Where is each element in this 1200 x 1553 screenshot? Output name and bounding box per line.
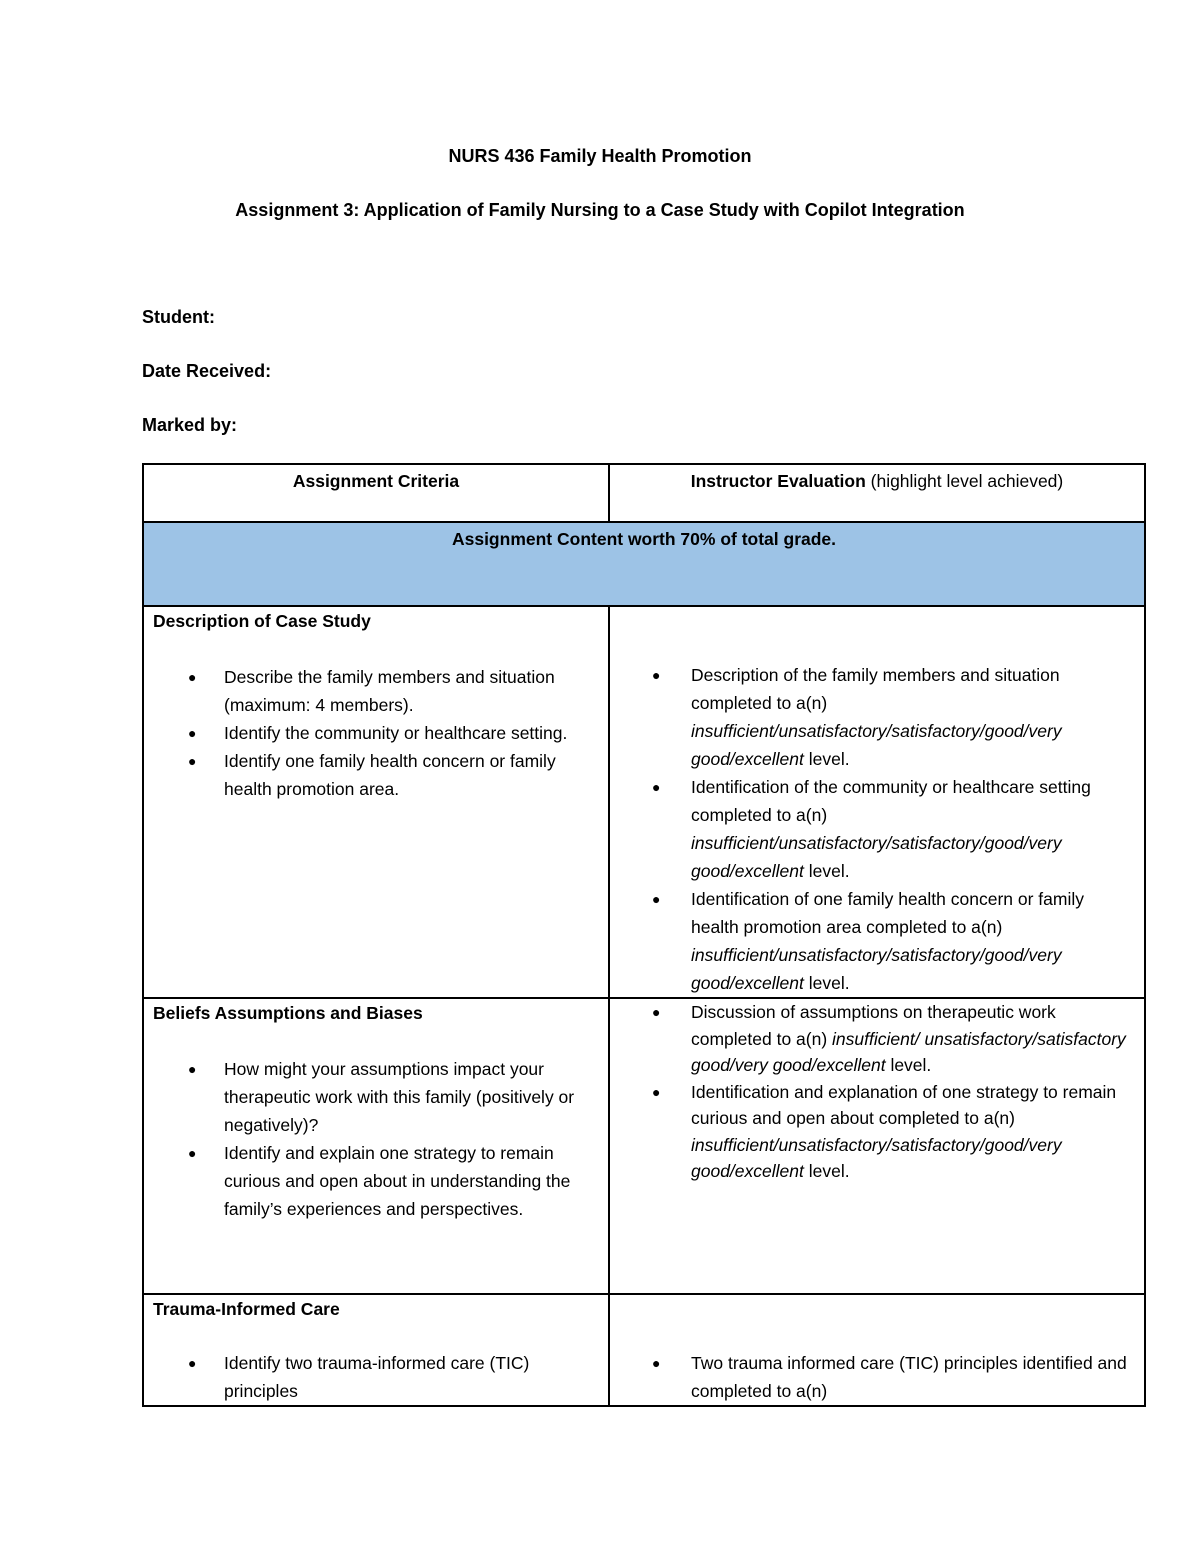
criteria-cell — [143, 606, 609, 998]
criteria-header — [143, 464, 609, 522]
bullet-icon: ● — [188, 1061, 197, 1077]
list-item: ● Identification of one family health concern or family health promotion area completed to a(n) insufficient/unsatisfactory/satisfactory/good/very good/excellent level. — [610, 885, 1136, 997]
list-item: ● Identification and explanation of one strategy to remain curious and open about completed to a(n) insufficient/unsatisfactory/satisfactory/good/very good/excellent level. — [610, 1079, 1136, 1185]
evaluation-cell — [609, 998, 1145, 1294]
bullet-icon: ● — [652, 891, 661, 907]
criteria-cell — [143, 1294, 609, 1406]
list-item: ● How might your assumptions impact your therapeutic work with this family (positively or negatively)? — [153, 1055, 598, 1139]
bullet-icon: ● — [652, 1083, 661, 1100]
list-item: ● Identify two trauma-informed care (TIC) principles — [153, 1349, 598, 1405]
bullet-icon: ● — [188, 1355, 197, 1371]
student-label: Student: — [142, 307, 215, 327]
list-item: ● Description of the family members and situation completed to a(n) insufficient/unsatisfactory/satisfactory/good/very good/excellent level. — [610, 661, 1136, 773]
criteria-cell — [143, 998, 609, 1294]
evaluation-header-label: Instructor Evaluation — [690, 471, 866, 491]
list-item: ● Discussion of assumptions on therapeutic work completed to a(n) insufficient/ unsatisfactory/satisfactory good/very good/excellent level. — [610, 999, 1136, 1079]
section-title: Beliefs Assumptions and Biases — [153, 1003, 423, 1023]
criteria-list — [153, 1055, 598, 1223]
content-weight-band — [143, 522, 1145, 606]
bullet-icon: ● — [188, 753, 197, 769]
content-band-row — [143, 522, 1145, 606]
bullet-icon: ● — [188, 1145, 197, 1161]
evaluation-list — [610, 1349, 1136, 1405]
bullet-icon: ● — [652, 779, 661, 795]
evaluation-list — [610, 999, 1136, 1185]
list-item: ● Two trauma informed care (TIC) principles identified and completed to a(n) — [610, 1349, 1136, 1405]
evaluation-cell — [609, 606, 1145, 998]
criteria-list — [153, 663, 598, 803]
evaluation-cell — [609, 1294, 1145, 1406]
assignment-title: Assignment 3: Application of Family Nursing to a Case Study with Copilot Integration — [235, 200, 965, 220]
evaluation-header — [609, 464, 1145, 522]
bullet-icon: ● — [652, 1004, 661, 1020]
criteria-list — [153, 1349, 598, 1405]
evaluation-header-note: (highlight level achieved) — [865, 471, 1064, 491]
table-row — [143, 1294, 1145, 1406]
marked-by-label: Marked by: — [142, 415, 238, 435]
list-item: ● Identify the community or healthcare setting. — [153, 719, 598, 747]
list-item: ● Identify and explain one strategy to remain curious and open about in understanding the family’s experiences and perspectives. — [153, 1139, 598, 1223]
bullet-icon: ● — [188, 725, 197, 741]
rubric-table — [142, 463, 1146, 1407]
date-received-label: Date Received: — [142, 361, 272, 381]
list-item: ● Identify one family health concern or family health promotion area. — [153, 747, 598, 803]
list-item: ● Describe the family members and situation (maximum: 4 members). — [153, 663, 598, 719]
content-weight-label: Assignment Content worth 70% of total grade. — [451, 529, 837, 549]
bullet-icon: ● — [652, 1355, 661, 1371]
bullet-icon: ● — [188, 669, 197, 685]
page-title: NURS 436 Family Health Promotion — [448, 146, 752, 166]
section-title: Trauma-Informed Care — [153, 1299, 340, 1319]
evaluation-list — [610, 661, 1136, 997]
criteria-header-label: Assignment Criteria — [292, 471, 460, 491]
section-title: Description of Case Study — [153, 611, 371, 631]
bullet-icon: ● — [652, 667, 661, 683]
table-row — [143, 606, 1145, 998]
table-row — [143, 998, 1145, 1294]
table-header-row — [143, 464, 1145, 522]
list-item: ● Identification of the community or healthcare setting completed to a(n) insufficient/unsatisfactory/satisfactory/good/very good/excellent level. — [610, 773, 1136, 885]
